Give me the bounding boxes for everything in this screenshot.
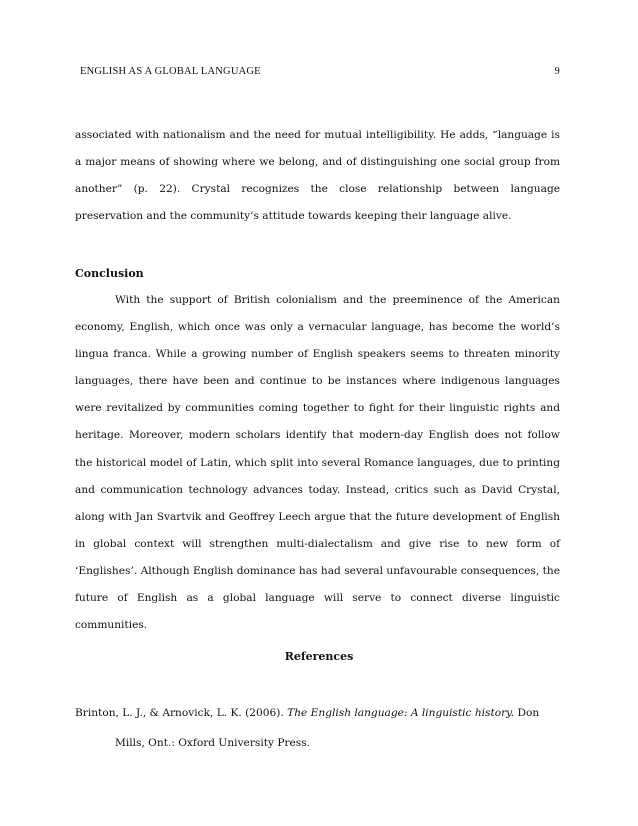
reference-publisher: Don Mills, Ont.: Oxford University Press. <box>115 707 540 749</box>
running-head: ENGLISH AS A GLOBAL LANGUAGE <box>80 66 261 77</box>
reference-title: The English language: A linguistic history. <box>287 707 515 719</box>
page-header <box>80 66 560 77</box>
page-number: 9 <box>554 66 560 77</box>
conclusion-section <box>75 287 560 639</box>
body-paragraph: associated with nationalism and the need for mutual intelligibility. He adds, “language is a major means of showing where we belong, and of distinguishing one social group from another” (p. 22). Crystal recognizes the close relationship between language preservation and the community’s attitude towards keeping their language alive. <box>75 129 560 222</box>
body-text <box>75 122 560 230</box>
references-heading: References <box>284 650 354 663</box>
conclusion-heading: Conclusion <box>75 267 144 280</box>
reference-entry <box>75 698 555 758</box>
reference-authors: Brinton, L. J., & Arnovick, L. K. (2006). <box>75 707 284 719</box>
conclusion-paragraph: With the support of British colonialism and the preeminence of the American economy, English, which once was only a vernacular language, has become the world’s lingua franca. While a growing number of English speakers seems to threaten minority languages, there have been and continue to be instances where indigenous languages were revitalized by communities coming together to fight for their linguistic rights and heritage. Moreover, modern scholars identify that modern-day English does not follow the historical model of Latin, which split into several Romance languages, due to printing and communication technology advances today. Instead, critics such as David Crystal, along with Jan Svartvik and Geoffrey Leech argue that the future development of English in global context will strengthen multi-dialectalism and give rise to new form of ‘Englishes’. Although English dominance has had several unfavourable consequences, the future of English as a global language will serve to connect diverse linguistic communities. <box>75 294 560 632</box>
